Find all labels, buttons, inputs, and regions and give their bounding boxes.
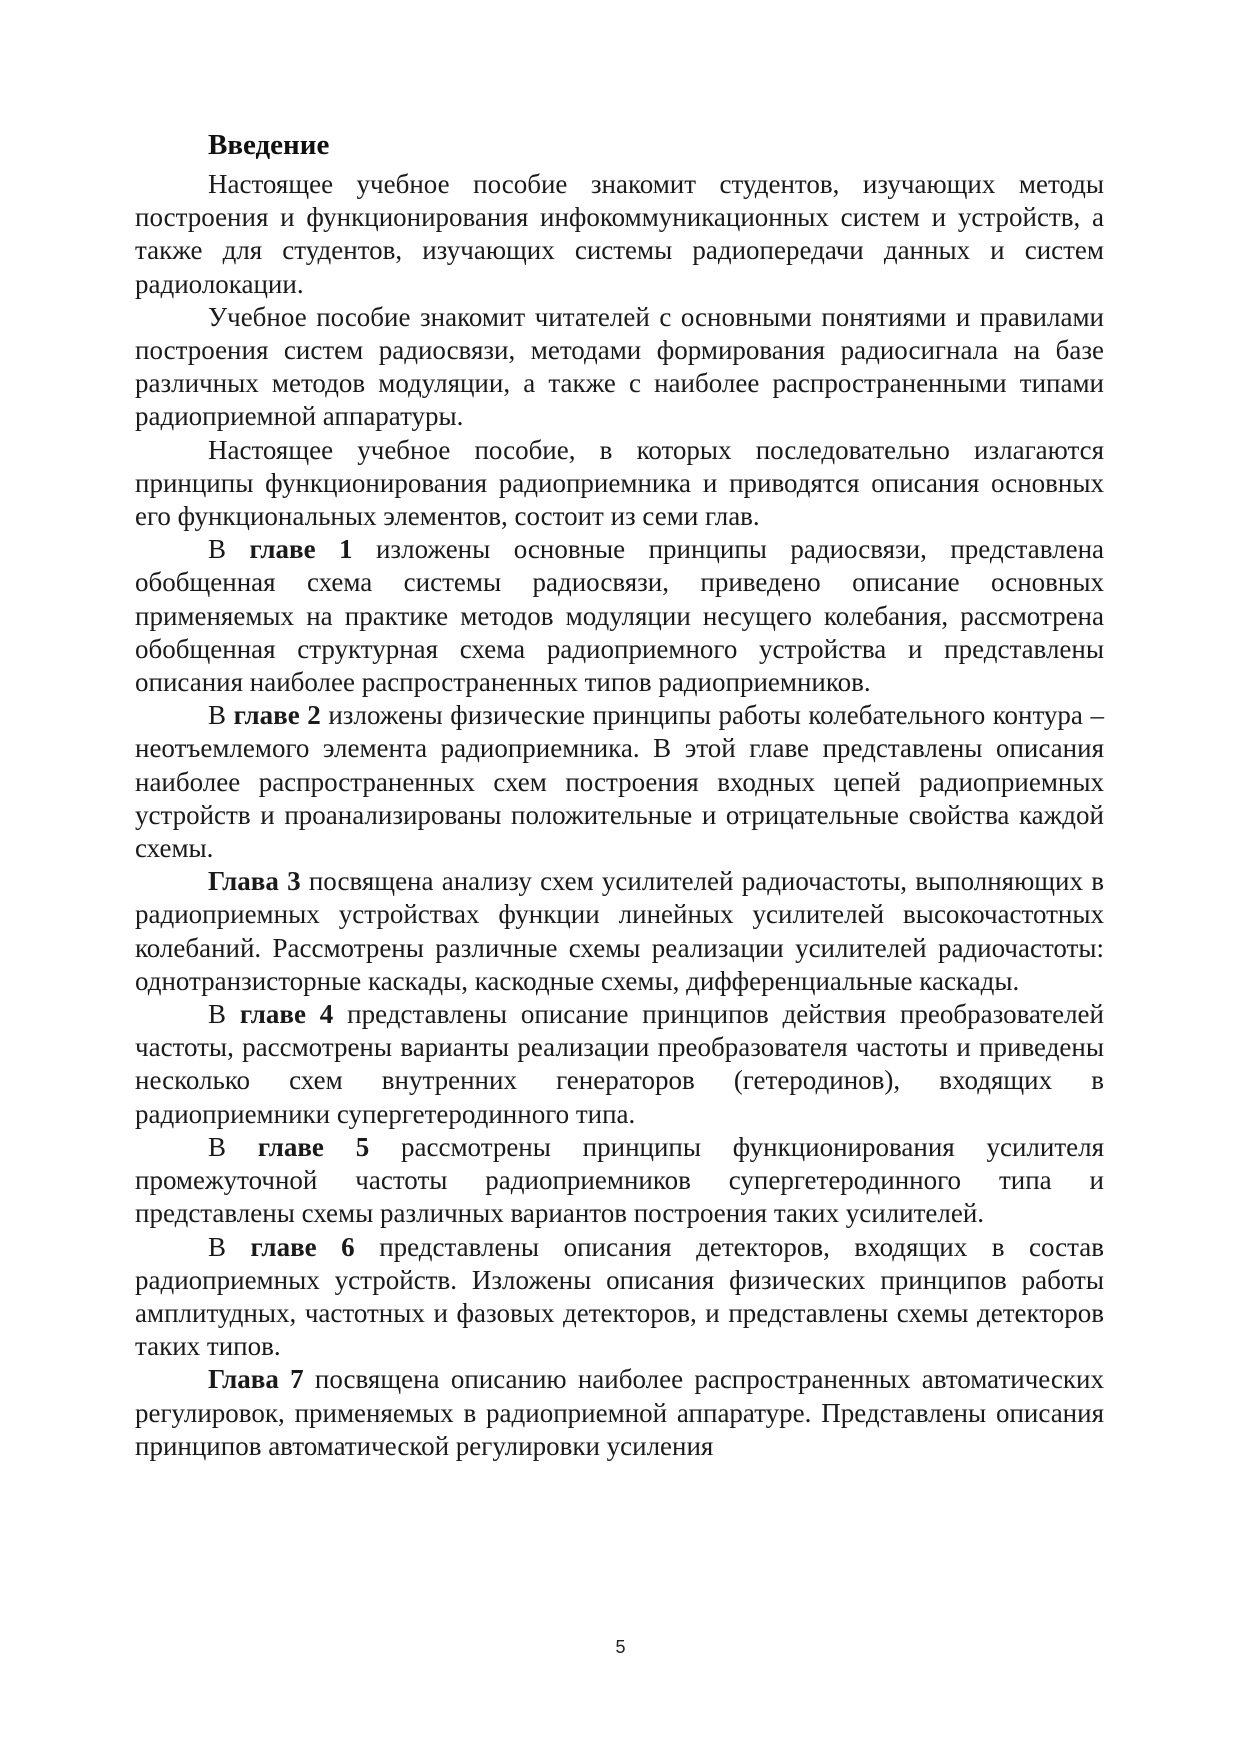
paragraph (135, 699, 1104, 865)
paragraph-text: Настоящее учебное пособие, в которых последовательно излагаются принципы функционирования радиоприемника и приводятся описания основных его функциональных элементов, состоит из семи глав. (135, 434, 1104, 532)
bold-chapter-ref: Глава 3 (208, 866, 301, 897)
page-number: 5 (615, 1637, 626, 1657)
paragraph-text: рассмотрены принципы функционирования усилителя промежуточной частоты радиоприемников супергетеродинного типа и представлены схемы различных вариантов построения таких усилителей. (135, 1131, 1105, 1229)
paragraph-text: посвящена описанию наиболее распространенных автоматических регулировок, применяемых в радиоприемной аппаратуре. Представлены описания принципов автоматической регулировки усиления (135, 1364, 1104, 1461)
paragraph-text: представлены описание принципов действия преобразователей частоты, рассмотрены варианты реализации преобразователя частоты и приведены несколько схем внутренних генераторов (гетеродинов), входящих в радиоприемники супергетеродинного типа. (135, 999, 1104, 1129)
section-heading: Введение (208, 129, 330, 161)
bold-chapter-ref: главе 1 (249, 534, 353, 565)
paragraph-text: В (208, 1131, 258, 1162)
bold-chapter-ref: главе 5 (257, 1131, 370, 1162)
paragraph (135, 1363, 1104, 1463)
paragraph-text: Настоящее учебное пособие знакомит студентов, изучающих методы построения и функционирования инфокоммуникационных систем и устройств, а также для студентов, изучающих системы радиопередачи данных и систем радиолокации. (135, 169, 1104, 299)
paragraph-text: Учебное пособие знакомит читателей с основными понятиями и правилами построения систем радиосвязи, методами формирования радиосигнала на базе различных методов модуляции, а также с наиболее распространенными типами радиоприемной аппаратуры. (135, 301, 1104, 432)
body-text (135, 168, 1104, 1463)
paragraph-text: В (208, 999, 240, 1030)
bold-chapter-ref: главе 2 (233, 700, 321, 731)
paragraph (135, 434, 1104, 534)
paragraph-text: посвящена анализу схем усилителей радиочастоты, выполняющих в радиоприемных устройствах функции линейных усилителей высокочастотных колебаний. Рассмотрены различные схемы реализации усилителей радиочастоты: однотранзисторные каскады, каскодные схемы, дифференциальные каскады. (135, 866, 1104, 996)
bold-chapter-ref: главе 6 (250, 1231, 355, 1262)
paragraph-text: представлены описания детекторов, входящих в состав радиоприемных устройств. Изложены описания физических принципов работы амплитудных, частотных и фазовых детекторов, и представлены схемы детекторов таких типов. (135, 1231, 1105, 1362)
paragraph-text: В (208, 534, 250, 565)
paragraph (135, 998, 1104, 1131)
paragraph (135, 865, 1104, 998)
paragraph (135, 168, 1104, 301)
paragraph (135, 533, 1104, 699)
page-content (135, 125, 1104, 1463)
paragraph (135, 301, 1104, 434)
paragraph-text: В (208, 700, 234, 731)
bold-chapter-ref: главе 4 (239, 999, 334, 1030)
bold-chapter-ref: Глава 7 (208, 1364, 304, 1395)
paragraph-text: изложены физические принципы работы колебательного контура – неотъемлемого элемента радиоприемника. В этой главе представлены описания наиболее распространенных схем построения входных цепей радиоприемных устройств и проанализированы положительные и отрицательные свойства каждой схемы. (135, 700, 1104, 864)
paragraph (135, 1231, 1104, 1364)
paragraph-text: В (208, 1231, 251, 1262)
paragraph-text: изложены основные принципы радиосвязи, представлена обобщенная схема системы радиосвязи, приведено описание основных применяемых на практике методов модуляции несущего колебания, рассмотрена обобщенная структурная схема радиоприемного устройства и представлены описания наиболее распространенных типов радиоприемников. (135, 534, 1105, 698)
paragraph (135, 1131, 1104, 1231)
